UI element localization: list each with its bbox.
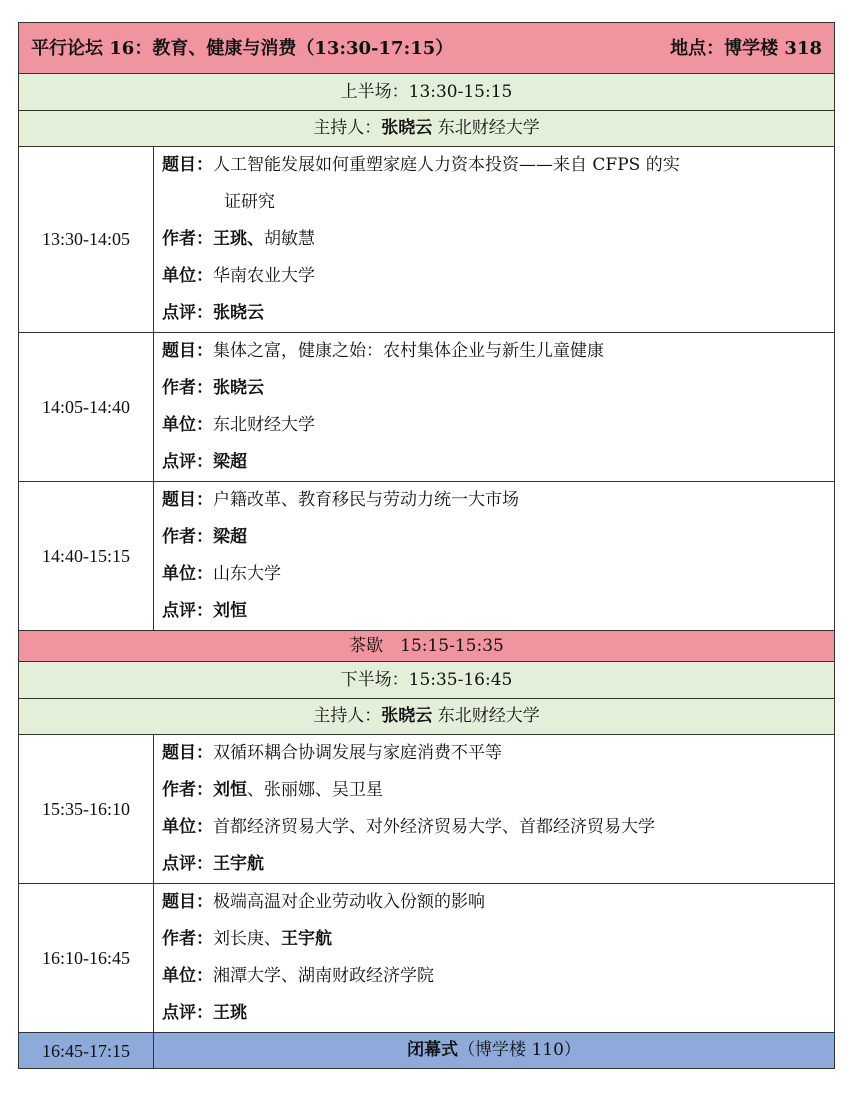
talk-reviewer: 张晓云 [213, 303, 264, 323]
talk-title: 人工智能发展如何重塑家庭人力资本投资——来自 CFPS 的实 [213, 155, 680, 175]
talk-author-main: 王宇航 [281, 929, 332, 949]
talk-title: 集体之富，健康之始：农村集体企业与新生儿童健康 [213, 341, 604, 361]
talk-author-rest: 、张丽娜、吴卫星 [247, 780, 383, 800]
talk-title-cont: 证研究 [224, 192, 275, 212]
talk-author-main: 张晓云 [213, 378, 264, 398]
talk-details: 题目：双循环耦合协调发展与家庭消费不平等 作者：刘恒、张丽娜、吴卫星 单位：首都经济贸易大学、对外经济贸易大学、首都经济贸易大学 点评：王宇航 [154, 735, 835, 884]
talk-author-main: 王珧、 [213, 229, 264, 249]
first-half-host: 主持人：张晓云 东北财经大学 [19, 111, 835, 147]
talk-title: 户籍改革、教育移民与劳动力统一大市场 [213, 490, 519, 510]
talk-time: 14:05-14:40 [19, 333, 154, 482]
closing-place: （博学楼 110） [458, 1040, 581, 1060]
talk-unit: 首都经济贸易大学、对外经济贸易大学、首都经济贸易大学 [213, 817, 655, 837]
host-name: 张晓云 [381, 706, 433, 726]
forum-location: 地点：博学楼 318 [670, 37, 822, 59]
talk-author-main: 梁超 [213, 527, 247, 547]
first-half-session: 上半场：13:30-15:15 [19, 74, 835, 111]
forum-schedule [18, 22, 834, 1069]
talk-row [19, 147, 835, 333]
talk-title: 双循环耦合协调发展与家庭消费不平等 [213, 743, 502, 763]
talk-row [19, 735, 835, 884]
schedule-table [18, 22, 835, 1069]
forum-title: 平行论坛 16：教育、健康与消费（13:30-17:15） [31, 37, 454, 59]
talk-time: 16:10-16:45 [19, 884, 154, 1033]
talk-author-main: 刘恒 [213, 780, 247, 800]
talk-row [19, 333, 835, 482]
talk-reviewer: 王珧 [213, 1003, 247, 1023]
talk-row [19, 482, 835, 631]
talk-author-rest: 胡敏慧 [264, 229, 315, 249]
talk-author-rest: 刘长庚、 [213, 929, 281, 949]
talk-details: 题目：人工智能发展如何重塑家庭人力资本投资——来自 CFPS 的实 证研究 作者：王珧、胡敏慧 单位：华南农业大学 点评：张晓云 [154, 147, 835, 333]
talk-details: 题目：极端高温对企业劳动收入份额的影响 作者：刘长庚、王宇航 单位：湘潭大学、湖南财政经济学院 点评：王珧 [154, 884, 835, 1033]
talk-reviewer: 刘恒 [213, 601, 247, 621]
closing-row [19, 1033, 835, 1069]
talk-details: 题目：户籍改革、教育移民与劳动力统一大市场 作者：梁超 单位：山东大学 点评：刘恒 [154, 482, 835, 631]
closing-name: 闭幕式 [407, 1040, 459, 1060]
talk-title: 极端高温对企业劳动收入份额的影响 [213, 892, 485, 912]
closing-time: 16:45-17:15 [19, 1033, 154, 1069]
talk-unit: 华南农业大学 [213, 266, 315, 286]
closing-ceremony [154, 1033, 835, 1069]
talk-time: 13:30-14:05 [19, 147, 154, 333]
second-half-host: 主持人：张晓云 东北财经大学 [19, 699, 835, 735]
talk-time: 14:40-15:15 [19, 482, 154, 631]
tea-break: 茶歇 15:15-15:35 [19, 631, 835, 662]
talk-time: 15:35-16:10 [19, 735, 154, 884]
talk-unit: 山东大学 [213, 564, 281, 584]
second-half-session: 下半场：15:35-16:45 [19, 662, 835, 699]
talk-details: 题目：集体之富，健康之始：农村集体企业与新生儿童健康 作者：张晓云 单位：东北财经大学 点评：梁超 [154, 333, 835, 482]
talk-unit: 东北财经大学 [213, 415, 315, 435]
talk-reviewer: 梁超 [213, 452, 247, 472]
talk-unit: 湘潭大学、湖南财政经济学院 [213, 966, 434, 986]
talk-reviewer: 王宇航 [213, 854, 264, 874]
forum-header [19, 23, 835, 74]
host-name: 张晓云 [381, 118, 433, 138]
talk-row [19, 884, 835, 1033]
